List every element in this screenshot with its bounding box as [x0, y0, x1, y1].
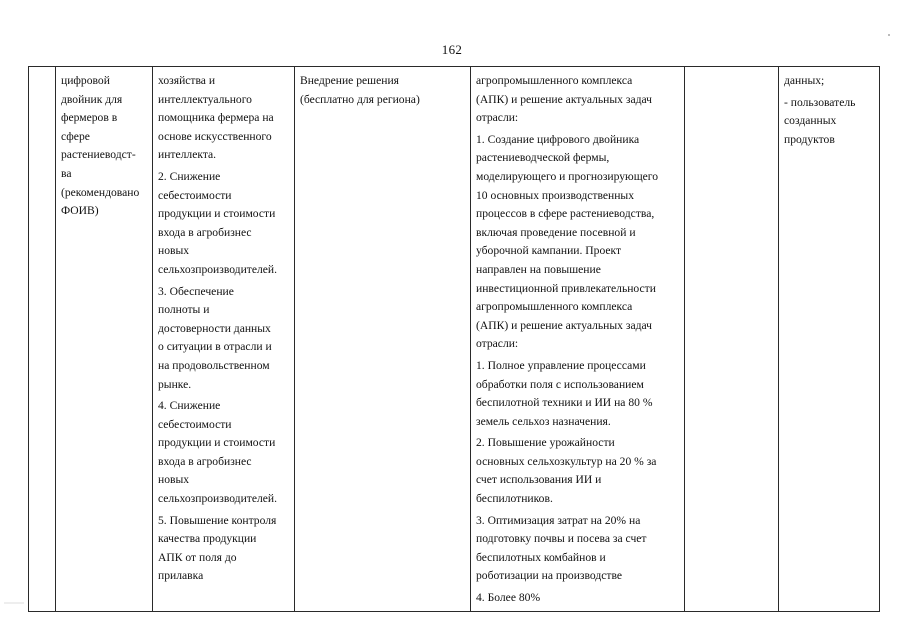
- cell-line: агропромышленного комплекса: [476, 74, 633, 87]
- results-paragraph-2: [784, 94, 875, 150]
- cell-line: инвестиционной привлекательности: [476, 281, 656, 295]
- goals-paragraph-1: [158, 72, 290, 165]
- content-table: [28, 66, 880, 612]
- cell-line: данных;: [784, 74, 825, 87]
- cell-line: себестоимости: [158, 417, 232, 431]
- cell-line: 5. Повышение контроля: [158, 513, 277, 527]
- cell-line: основе искусственного: [158, 129, 272, 143]
- cell-line: 1. Полное управление процессами: [476, 358, 646, 372]
- cell-line: новых: [158, 244, 190, 258]
- description-paragraph-3: [476, 357, 680, 431]
- cell-line: уборочной кампании. Проект: [476, 244, 622, 258]
- cell-text-block: [300, 72, 466, 109]
- cell-line: новых: [158, 473, 190, 487]
- cell-line: 1. Создание цифрового двойника: [476, 132, 640, 146]
- cell-line: беспилотников.: [476, 492, 553, 506]
- cell-line: хозяйства и: [158, 74, 216, 87]
- cell-line: 10 основных производственных: [476, 188, 634, 202]
- page-number: 162: [441, 42, 463, 57]
- cell-line: АПК от поля до: [158, 550, 237, 564]
- cell-line: основных сельхозкультур на 20 % за: [476, 454, 657, 468]
- cell-line: достоверности данных: [158, 321, 271, 335]
- scan-artifact: [888, 34, 890, 36]
- cell-line: растениеводческой фермы,: [476, 151, 610, 165]
- cell-text-block: [61, 72, 148, 221]
- table-cell-index: [29, 67, 56, 612]
- cell-line: фермеров в: [61, 111, 118, 125]
- cell-line: ФОИВ): [61, 204, 99, 218]
- cell-line: ва: [61, 166, 72, 180]
- cell-line: отрасли:: [476, 111, 519, 125]
- cell-line: сельхозпроизводителей.: [158, 492, 278, 506]
- cell-line: двойник для: [61, 92, 123, 106]
- cell-line: продукции и стоимости: [158, 436, 276, 450]
- cell-line: отрасли:: [476, 337, 519, 351]
- cell-line: 3. Обеспечение: [158, 284, 234, 298]
- goals-paragraph-5: [158, 512, 290, 586]
- description-paragraph-6: [476, 589, 680, 608]
- cell-line: цифровой: [61, 74, 110, 87]
- table-cell-name: [56, 67, 153, 612]
- goals-paragraph-2: [158, 168, 290, 280]
- cell-line: подготовку почвы и посева за счет: [476, 532, 647, 546]
- cell-line: (рекомендовано: [61, 185, 140, 199]
- results-paragraph-1: [784, 72, 875, 91]
- cell-line: процессов в сфере растениеводства,: [476, 207, 655, 221]
- description-paragraph-5: [476, 512, 680, 586]
- cell-line: 2. Снижение: [158, 169, 221, 183]
- cell-line: продукции и стоимости: [158, 207, 276, 221]
- cell-line: полноты и: [158, 303, 210, 317]
- cell-line: сельхозпроизводителей.: [158, 262, 278, 276]
- cell-line: счет использования ИИ и: [476, 473, 602, 487]
- cell-line: (бесплатно для региона): [300, 92, 420, 106]
- cell-line: земель сельхоз назначения.: [476, 414, 611, 428]
- cell-line: сфере: [61, 129, 90, 143]
- cell-line: (АПК) и решение актуальных задач: [476, 92, 653, 106]
- cell-line: рынке.: [158, 377, 192, 391]
- description-paragraph-4: [476, 434, 680, 508]
- cell-line: себестоимости: [158, 188, 232, 202]
- cell-line: интеллектуального: [158, 92, 252, 106]
- description-paragraph-1: [476, 72, 680, 128]
- table-row: [29, 67, 880, 612]
- description-paragraph-2: [476, 131, 680, 354]
- cell-line: включая проведение посевной и: [476, 225, 636, 239]
- table-cell-results: [779, 67, 880, 612]
- goals-paragraph-3: [158, 283, 290, 395]
- cell-line: интеллекта.: [158, 148, 217, 162]
- cell-line: входа в агробизнес: [158, 454, 252, 468]
- cell-line: качества продукции: [158, 532, 257, 546]
- cell-line: роботизации на производстве: [476, 569, 622, 583]
- cell-line: беспилотных комбайнов и: [476, 550, 606, 564]
- cell-line: беспилотной техники и ИИ на 80 %: [476, 396, 653, 410]
- cell-line: продуктов: [784, 132, 835, 146]
- cell-line: моделирующего и прогнозирующего: [476, 169, 659, 183]
- cell-line: о ситуации в отрасли и: [158, 340, 272, 354]
- cell-line: входа в агробизнес: [158, 225, 252, 239]
- cell-line: на продовольственном: [158, 358, 270, 372]
- cell-line: прилавка: [158, 569, 204, 583]
- cell-line: 2. Повышение урожайности: [476, 436, 615, 450]
- table-cell-goals: [153, 67, 295, 612]
- cell-line: обработки поля с использованием: [476, 377, 644, 391]
- cell-line: 4. Снижение: [158, 399, 221, 413]
- table-cell-empty: [685, 67, 779, 612]
- table-cell-description: [471, 67, 685, 612]
- cell-line: растениеводст-: [61, 148, 136, 162]
- cell-line: 4. Более 80%: [476, 591, 541, 605]
- cell-line: (АПК) и решение актуальных задач: [476, 318, 653, 332]
- table-cell-implementation: [295, 67, 471, 612]
- scan-artifact: [4, 602, 24, 604]
- cell-line: направлен на повышение: [476, 262, 601, 276]
- cell-line: помощника фермера на: [158, 111, 274, 125]
- cell-line: созданных: [784, 114, 837, 128]
- cell-line: 3. Оптимизация затрат на 20% на: [476, 513, 641, 527]
- goals-paragraph-4: [158, 397, 290, 509]
- cell-line: агропромышленного комплекса: [476, 300, 633, 314]
- cell-line: Внедрение решения: [300, 74, 399, 87]
- cell-line: - пользователь: [784, 95, 856, 109]
